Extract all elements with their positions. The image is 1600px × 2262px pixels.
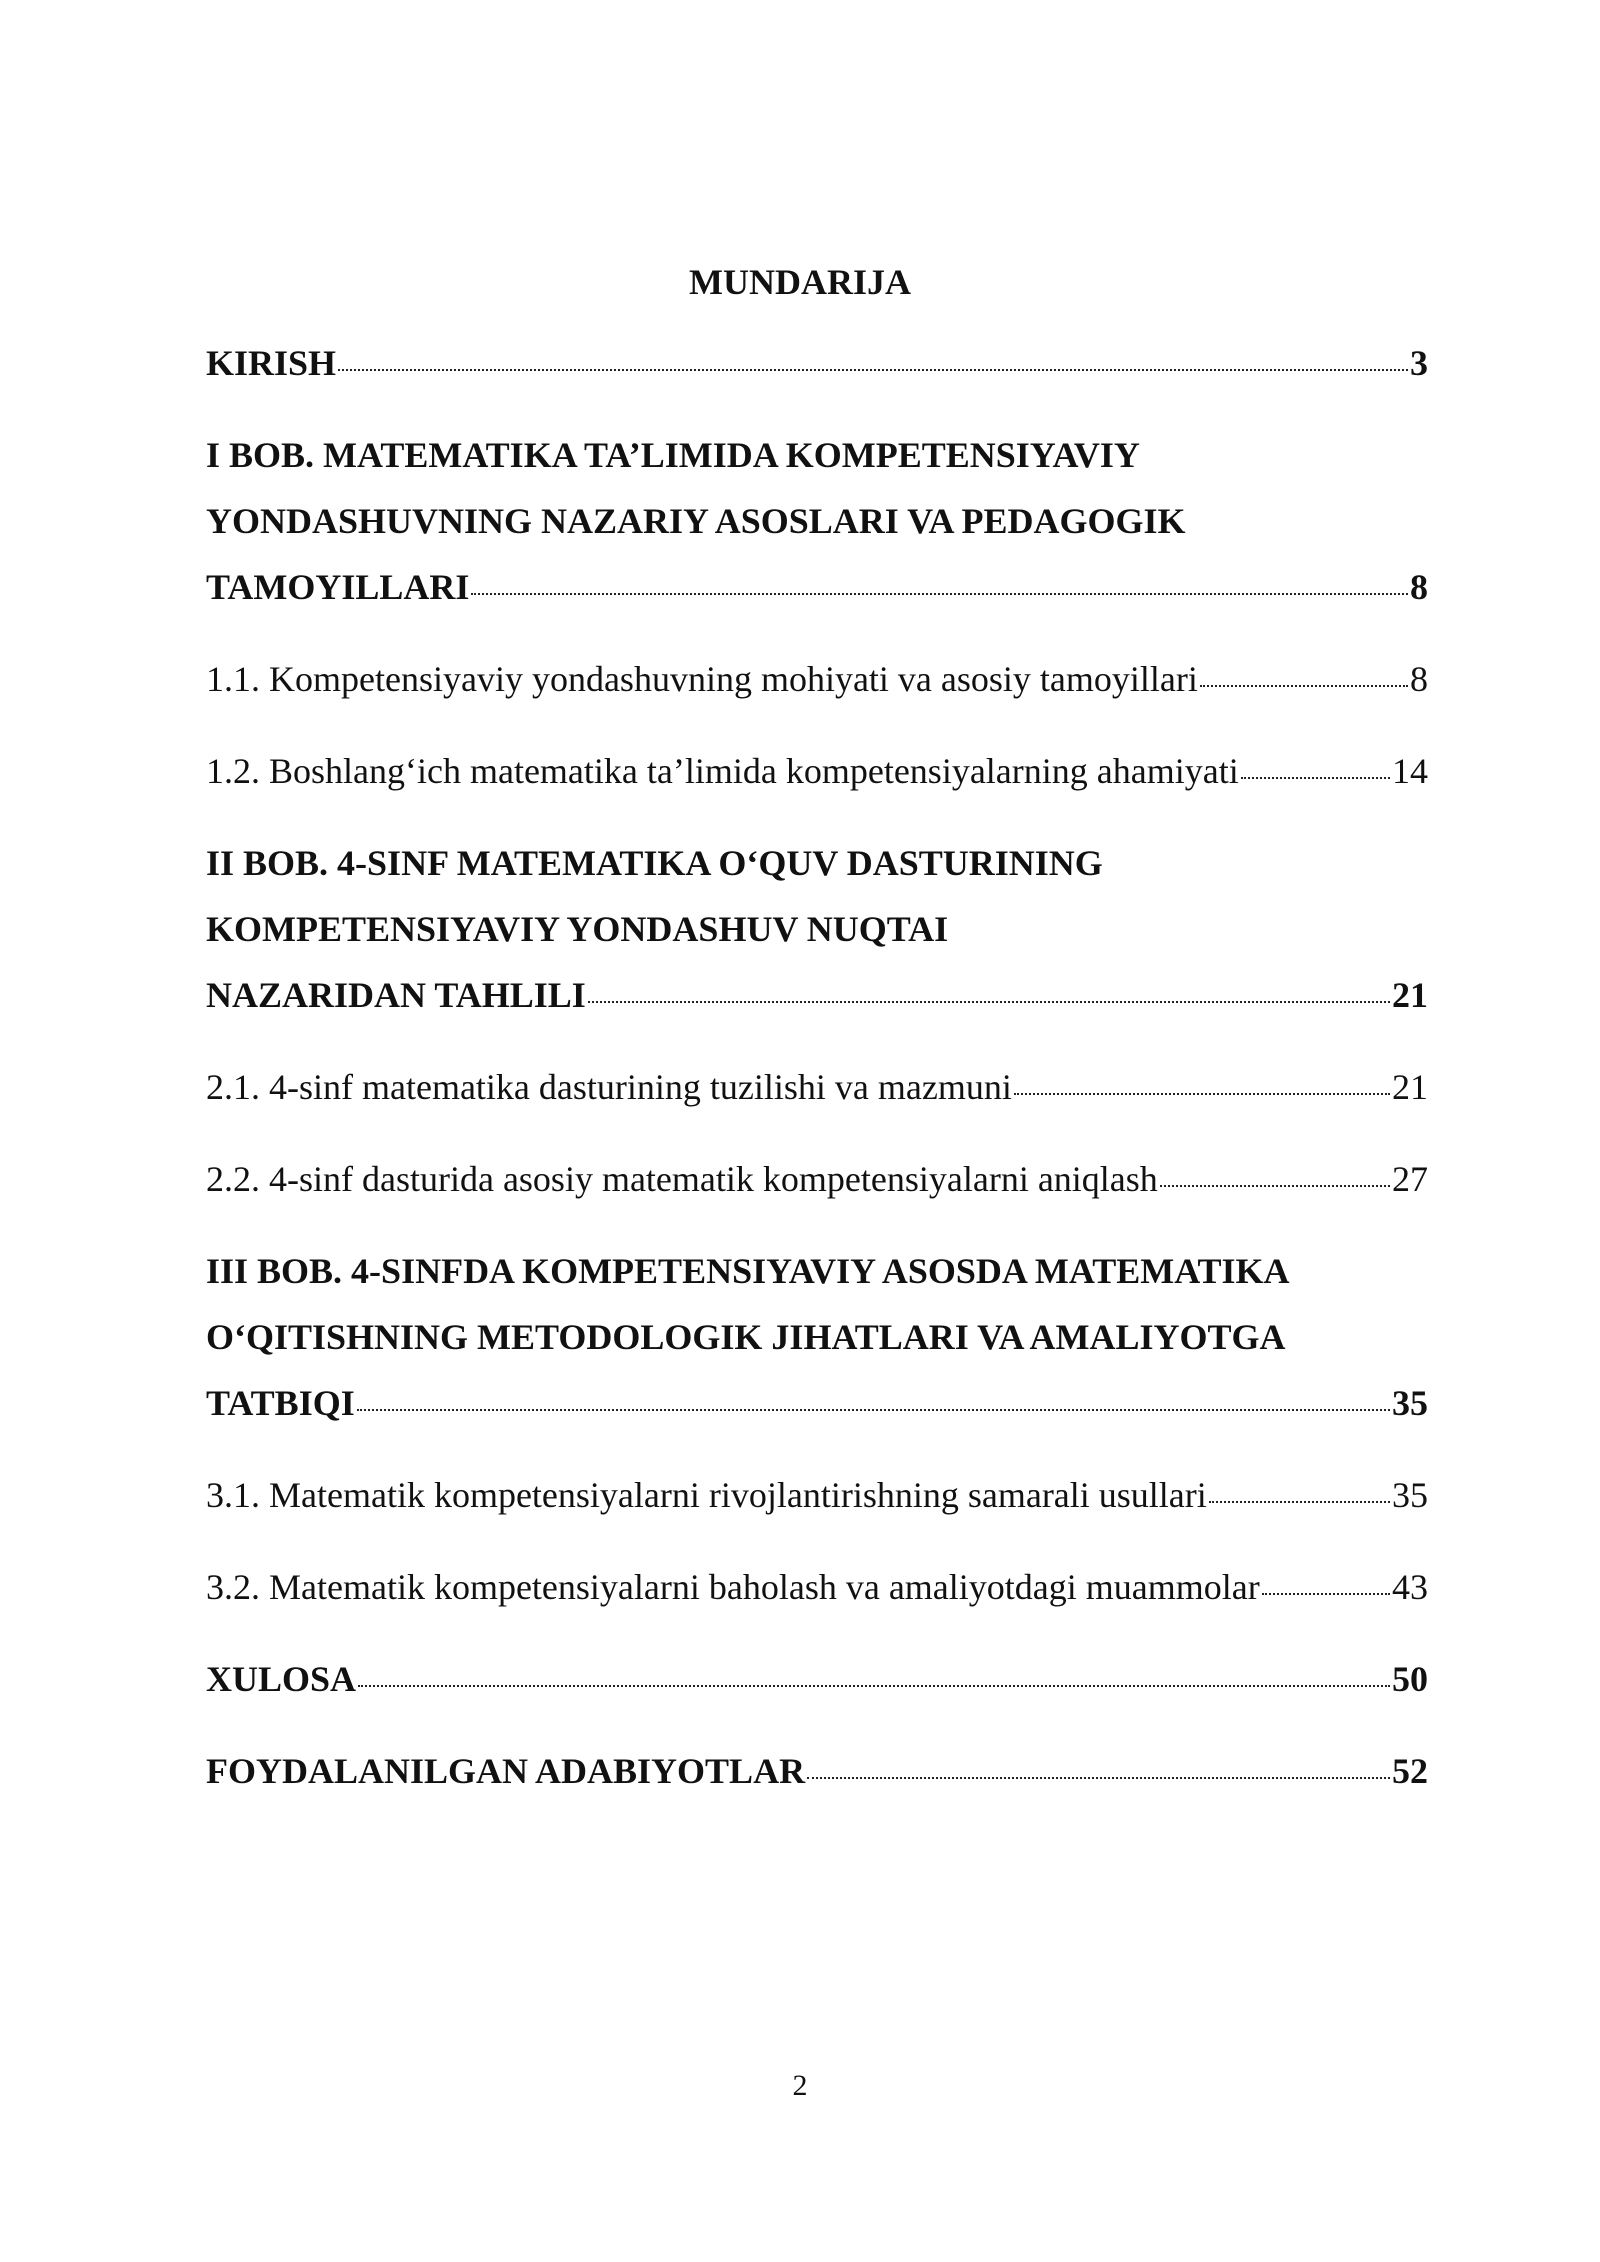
toc-entry-title: NAZARIDAN TAHLILI — [206, 975, 586, 1015]
toc-section-entry — [206, 738, 1428, 804]
toc-dot-leader — [1200, 685, 1408, 687]
toc-entry-line — [206, 1370, 1428, 1436]
toc-page-number: 52 — [1392, 1751, 1428, 1791]
toc-entry-line — [206, 1146, 1428, 1212]
toc-entry-line — [206, 1462, 1428, 1528]
toc-entry-title: TATBIQI — [206, 1383, 355, 1423]
toc-entry-title: 3.2. Matematik kompetensiyalarni baholash va amaliyotdagi muammolar — [206, 1567, 1260, 1607]
toc-dot-leader — [358, 1685, 1390, 1687]
toc-section-entry — [206, 646, 1428, 712]
toc-entry-title: 3.1. Matematik kompetensiyalarni rivojlantirishning samarali usullari — [206, 1475, 1207, 1515]
toc-page-number: 35 — [1392, 1383, 1428, 1423]
toc-dot-leader — [1262, 1593, 1390, 1595]
toc-entry-line — [206, 646, 1428, 712]
toc-page-number: 43 — [1392, 1567, 1428, 1607]
toc-entry-line — [206, 1646, 1428, 1712]
toc-chapter-entry — [206, 830, 1428, 1028]
toc-entry-title-line: II BOB. 4-SINF MATEMATIKA O‘QUV DASTURINING — [206, 843, 1103, 883]
toc-chapter-entry — [206, 1738, 1428, 1804]
toc-entry-title-line: YONDASHUVNING NAZARIY ASOSLARI VA PEDAGOGIK — [206, 501, 1186, 541]
toc-title: MUNDARIJA — [689, 262, 911, 302]
toc-section-entry — [206, 1462, 1428, 1528]
toc-chapter-entry — [206, 330, 1428, 396]
toc-entry-line — [206, 1054, 1428, 1120]
toc-entry-title: FOYDALANILGAN ADABIYOTLAR — [206, 1751, 806, 1791]
toc-spacer — [206, 1620, 1428, 1646]
toc-dot-leader — [807, 1777, 1390, 1779]
toc-entry-title-line: I BOB. MATEMATIKA TA’LIMIDA KOMPETENSIYAVIY — [206, 435, 1140, 475]
toc-spacer — [206, 1436, 1428, 1462]
toc-dot-leader — [1014, 1093, 1390, 1095]
toc-spacer — [206, 1528, 1428, 1554]
toc-spacer — [206, 396, 1428, 422]
toc-page-number: 8 — [1410, 659, 1428, 699]
toc-entry-title: KIRISH — [206, 343, 337, 383]
toc-spacer — [206, 1028, 1428, 1054]
toc-dot-leader — [338, 369, 1408, 371]
toc-entry-line — [206, 330, 1428, 396]
toc-page-number: 3 — [1410, 343, 1428, 383]
toc-dot-leader — [1209, 1501, 1390, 1503]
toc-page-number: 21 — [1392, 975, 1428, 1015]
toc-entry-title-line: O‘QITISHNING METODOLOGIK JIHATLARI VA AMALIYOTGA — [206, 1317, 1286, 1357]
toc-page-number: 14 — [1392, 751, 1428, 791]
toc-entry-line — [206, 1738, 1428, 1804]
toc-entry-line — [206, 962, 1428, 1028]
toc-entry-title: 2.1. 4-sinf matematika dasturining tuzilishi va mazmuni — [206, 1067, 1012, 1107]
toc-dot-leader — [357, 1409, 1390, 1411]
toc-chapter-entry — [206, 1646, 1428, 1712]
toc-entry-line — [206, 738, 1428, 804]
toc-entry-title: TAMOYILLARI — [206, 567, 470, 607]
toc-page-number: 27 — [1392, 1159, 1428, 1199]
toc-entry-title: 2.2. 4-sinf dasturida asosiy matematik kompetensiyalarni aniqlash — [206, 1159, 1158, 1199]
toc-dot-leader — [471, 593, 1408, 595]
toc-entry-title: 1.2. Boshlang‘ich matematika ta’limida kompetensiyalarning ahamiyati — [206, 751, 1239, 791]
page-number: 2 — [792, 2069, 808, 2102]
toc-dot-leader — [588, 1001, 1390, 1003]
toc-spacer — [206, 712, 1428, 738]
toc-entry-title: 1.1. Kompetensiyaviy yondashuvning mohiyati va asosiy tamoyillari — [206, 659, 1198, 699]
toc-entry-title-line: KOMPETENSIYAVIY YONDASHUV NUQTAI — [206, 909, 949, 949]
toc-entry-line — [206, 1554, 1428, 1620]
toc-dot-leader — [1160, 1185, 1390, 1187]
toc-section-entry — [206, 1054, 1428, 1120]
toc-entry-line — [206, 554, 1428, 620]
table-of-contents — [206, 330, 1428, 1804]
toc-spacer — [206, 620, 1428, 646]
toc-spacer — [206, 1712, 1428, 1738]
toc-page-number: 50 — [1392, 1659, 1428, 1699]
toc-page-number: 21 — [1392, 1067, 1428, 1107]
toc-page-number: 8 — [1410, 567, 1428, 607]
toc-section-entry — [206, 1146, 1428, 1212]
toc-dot-leader — [1241, 777, 1390, 779]
toc-entry-title: XULOSA — [206, 1659, 357, 1699]
toc-section-entry — [206, 1554, 1428, 1620]
toc-chapter-entry — [206, 422, 1428, 620]
toc-entry-title-line: III BOB. 4-SINFDA KOMPETENSIYAVIY ASOSDA MATEMATIKA — [206, 1251, 1290, 1291]
toc-chapter-entry — [206, 1238, 1428, 1436]
toc-spacer — [206, 804, 1428, 830]
toc-spacer — [206, 1212, 1428, 1238]
toc-page-number: 35 — [1392, 1475, 1428, 1515]
toc-spacer — [206, 1120, 1428, 1146]
